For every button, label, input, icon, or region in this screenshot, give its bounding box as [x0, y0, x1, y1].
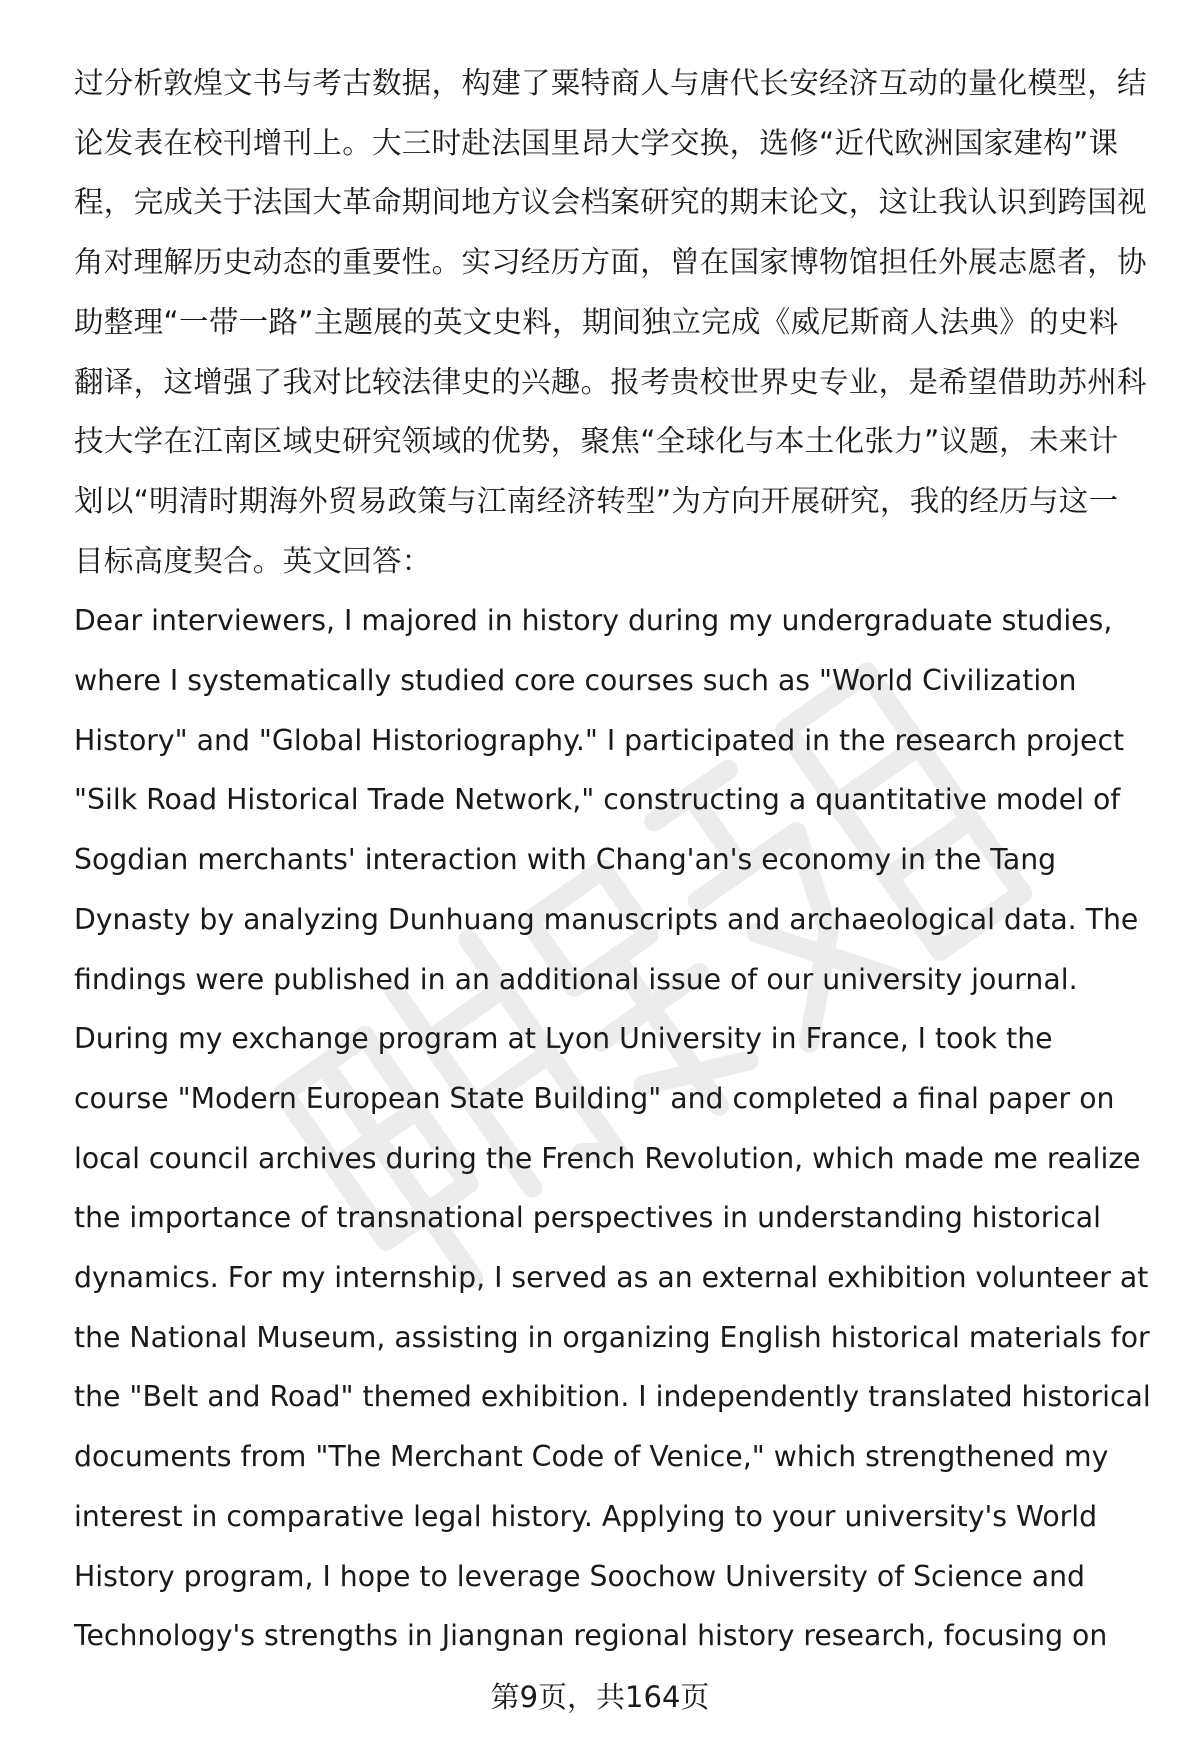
en-line: Technology's strengths in Jiangnan regional history research, focusing on [74, 1619, 1108, 1653]
en-line: "Silk Road Historical Trade Network," constructing a quantitative model of [74, 783, 1121, 817]
zh-line: 目标高度契合。英文回答： [74, 543, 432, 578]
zh-line: 助整理“一带一路”主题展的英文史料，期间独立完成《威尼斯商人法典》的史料 [74, 304, 1119, 339]
en-line: the National Museum, assisting in organizing English historical materials for [74, 1320, 1150, 1354]
en-line: During my exchange program at Lyon University in France, I took the [74, 1022, 1053, 1056]
en-line: Dynasty by analyzing Dunhuang manuscripts and archaeological data. The [74, 902, 1139, 936]
zh-line: 程，完成关于法国大革命期间地方议会档案研究的期末论文，这让我认识到跨国视 [74, 185, 1147, 220]
zh-line: 角对理解历史动态的重要性。实习经历方面，曾在国家博物馆担任外展志愿者，协 [74, 245, 1147, 280]
en-line: interest in comparative legal history. Applying to your university's World [74, 1499, 1098, 1533]
en-line: course "Modern European State Building" and completed a final paper on [74, 1081, 1115, 1115]
en-line: where I systematically studied core courses such as "World Civilization [74, 664, 1077, 698]
chinese-answer-paragraph [74, 54, 1154, 591]
zh-line: 划以“明清时期海外贸易政策与江南经济转型”为方向开展研究，我的经历与这一 [74, 483, 1119, 518]
en-line: local council archives during the French Revolution, which made me realize [74, 1141, 1141, 1175]
page-indicator: 第9页，共164页 [490, 1680, 710, 1714]
zh-line: 论发表在校刊增刊上。大三时赴法国里昂大学交换，选修“近代欧洲国家建构”课 [74, 125, 1119, 160]
en-line: Sogdian merchants' interaction with Chang'an's economy in the Tang [74, 843, 1057, 877]
en-line: the "Belt and Road" themed exhibition. I independently translated historical [74, 1380, 1151, 1414]
en-line: findings were published in an additional issue of our university journal. [74, 962, 1078, 996]
en-line: documents from "The Merchant Code of Venice," which strengthened my [74, 1440, 1109, 1474]
zh-line: 翻译，这增强了我对比较法律史的兴趣。报考贵校世界史专业，是希望借助苏州科 [74, 364, 1147, 399]
en-line: History program, I hope to leverage Soochow University of Science and [74, 1559, 1086, 1593]
en-line: dynamics. For my internship, I served as an external exhibition volunteer at [74, 1261, 1149, 1295]
zh-line: 技大学在江南区域史研究领域的优势，聚焦“全球化与本土化张力”议题，未来计 [74, 424, 1119, 459]
page-number-footer [0, 1677, 1200, 1717]
en-line: the importance of transnational perspectives in understanding historical [74, 1201, 1102, 1235]
english-answer-paragraph [74, 591, 1154, 1666]
document-body [74, 54, 1154, 1666]
en-line: History" and "Global Historiography." I participated in the research project [74, 723, 1125, 757]
zh-line: 过分析敦煌文书与考古数据，构建了粟特商人与唐代长安经济互动的量化模型，结 [74, 66, 1147, 100]
en-line: Dear interviewers, I majored in history during my undergraduate studies, [74, 604, 1113, 638]
